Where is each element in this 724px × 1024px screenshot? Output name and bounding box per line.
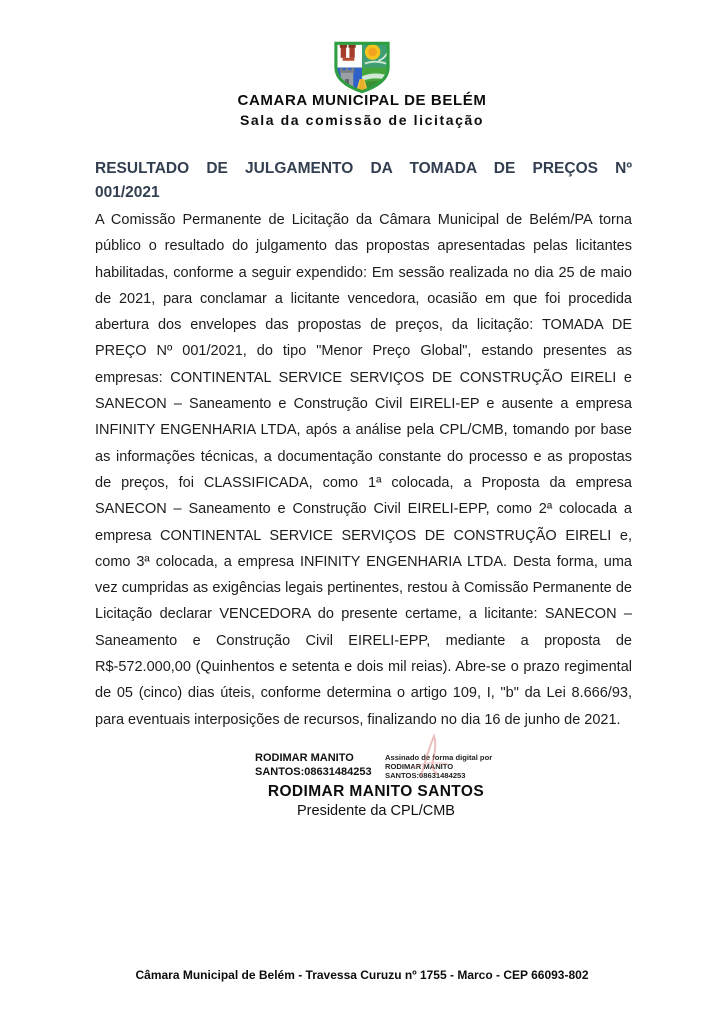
document-title (95, 157, 632, 205)
dept-name: Sala da comissão de licitação (239, 112, 485, 128)
org-name: CAMARA MUNICIPAL DE BELÉM (237, 92, 487, 109)
belem-coat-of-arms-icon (333, 40, 391, 100)
signature-block (0, 748, 724, 819)
stamp-signer-id: RODIMAR MANITO SANTOS:08631484253 (255, 752, 372, 778)
signer-role: Presidente da CPL/CMB (297, 802, 455, 819)
signer-name: RODIMAR MANITO SANTOS (267, 782, 485, 800)
document-title-line1: RESULTADO DE JULGAMENTO DA TOMADA DE PREÇOS Nº (95, 160, 632, 177)
digital-signature-stamp (255, 752, 497, 781)
document-title-line2: 001/2021 (95, 184, 160, 201)
stamp-digital-note: Assinado de forma digital por RODIMAR MANITO SANTOS:08631484253 (385, 753, 493, 781)
handwritten-signature-icon (403, 730, 463, 780)
footer-address: Câmara Municipal de Belém - Travessa Curuzu nº 1755 - Marco - CEP 66093-802 (135, 968, 589, 982)
document-body: A Comissão Permanente de Licitação da Câmara Municipal de Belém/PA torna público o resultado do julgamento das propostas apresentadas pelas licitantes habilitadas, conforme a seguir expendido: Em sessão realizada no dia 25 de maio de 2021, para conclamar a licitante vencedora, ocasião em que foi procedida abertura dos envelopes das propostas de preços, da licitação: TOMADA DE PREÇO Nº 001/2021, do tipo "Menor Preço Global", estando presentes as empresas: CONTINENTAL SERVICE SERVIÇOS DE CONSTRUÇÃO EIRELI e SANECON – Saneamento e Construção Civil EIRELI-EP e ausente a empresa INFINITY ENGENHARIA LTDA, após a análise pela CPL/CMB, tomando por base as informações técnicas, a documentação constante do processo e as propostas de preços, foi CLASSIFICADA, como 1ª colocada, a Proposta da empresa SANECON – Saneamento e Construção Civil EIRELI-EPP, como 2ª colocada a empresa CONTINENTAL SERVICE SERVIÇOS DE CONSTRUÇÃO EIRELI e, como 3ª colocada, a empresa INFINITY ENGENHARIA LTDA. Desta forma, uma vez cumpridas as exigências legais pertinentes, restou à Comissão Permanente de Licitação declarar VENCEDORA do presente certame, a licitante: SANECON – Saneamento e Construção Civil EIRELI-EPP, mediante a proposta de R$-572.000,00 (Quinhentos e setenta e dois mil reias). Abre-se o prazo regimental de 05 (cinco) dias úteis, conforme determina o artigo 109, I, "b" da Lei 8.666/93, para eventuais interposições de recursos, finalizando no dia 16 de junho de 2021. (95, 212, 632, 728)
